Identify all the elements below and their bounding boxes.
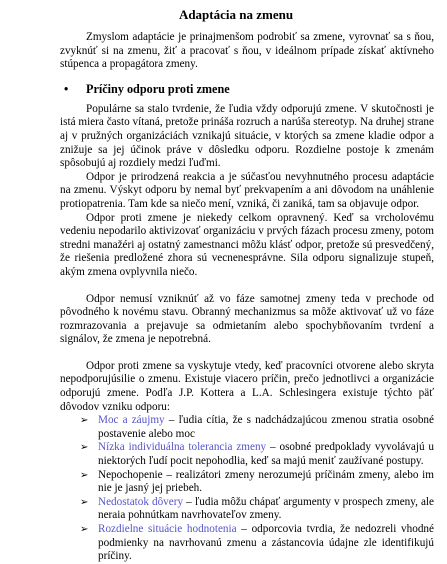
arrow-bullet-icon: ➢ bbox=[80, 496, 89, 508]
body-paragraph: Odpor nemusí vzniknúť až vo fáze samotnej zmeny teda v prechode od pôvodného k novému stavu. Obranný mechanizmus sa môže aktivovať už vo fáze rozmrazovania a prejavuje sa odmietaním alebo spochybňovaním tvrdení a signálov, že zmena je nepotrebná. bbox=[60, 292, 434, 346]
arrow-bullet-icon: ➢ bbox=[80, 442, 89, 454]
body-paragraph: Odpor je prirodzená reakcia a je súčasťou nevyhnutného procesu adaptácie na zmenu. Výskyt odporu by nemal byť prekvapením a ani dôvodom na unáhlenie protiopatrenia. Tam kde sa niečo mení, vzniká, či zaniká, tam sa objavuje odpor. bbox=[60, 170, 434, 210]
list-item bbox=[80, 523, 434, 564]
body-paragraph: Odpor proti zmene sa vyskytuje vtedy, keď pracovníci otvorene alebo skryta nepodporujúsilie o zmenu. Existuje viacero príčin, prečo jednotlivci a organizácie odporujú zmene. Podľa J.P. Kottera a L.A. Schlesingera existuje týchto päť dôvodov vzniku odporu: bbox=[60, 359, 434, 413]
document-title: Adaptácia na zmenu bbox=[178, 7, 294, 22]
reason-term-link[interactable]: Rozdielne situácie hodnotenia bbox=[98, 523, 237, 535]
arrow-bullet-icon: ➢ bbox=[80, 415, 89, 427]
arrow-bullet-icon: ➢ bbox=[80, 469, 89, 481]
section-heading bbox=[60, 82, 434, 97]
body-paragraph: Populárne sa stalo tvrdenie, že ľudia vždy odporujú zmene. V skutočnosti je istá miera často vítaná, pretože prináša rozruch a narúša stereotyp. Na druhej strane aj v pružných organizáciách vznikajú situácie, v ktorých sa zmene kladie odpor a znižuje sa jej účinok práve v dôsledku odporu. Rozdielne postoje k zmenám spôsobujú aj rozdiely medzi ľuďmi. bbox=[60, 102, 434, 170]
intro-paragraph: Zmyslom adaptácie je prinajmenšom podrobiť sa zmene, vyrovnať sa s ňou, zvyknúť si na zmenu, žiť a pracovať s ňou, v ideálnom prípade získať aktívneho stúpenca a propagátora zmeny. bbox=[60, 31, 434, 71]
body-paragraph: Odpor proti zmene je niekedy celkom opravnený. Keď sa vrcholovému vedeniu nepodarilo aktivizovať organizáciu v prvých fázach procesu zmeny, potom stredni manažéri aj ostatný zamestnanci môžu klásť odpor, pretože sú presvedčený, že riešenia predložené zhora sú vecnenesprávne. Sila odporu signalizuje stupeň, akým zmena ovplyvnila niečo. bbox=[60, 211, 434, 278]
list-item bbox=[80, 469, 434, 496]
section-title: Príčiny odporu proti zmene bbox=[86, 81, 230, 96]
bullet-icon: • bbox=[64, 81, 69, 96]
reason-term-link[interactable]: Moc a záujmy bbox=[98, 414, 165, 427]
reason-text: Nepochopenie – realizátori zmeny nerozumejú príčinám zmeny, alebo im nie je jasný jej priebeh. bbox=[98, 468, 434, 495]
reason-term-link[interactable]: Nízka individuálna tolerancia zmeny bbox=[98, 441, 267, 454]
reason-text: – osobné predpoklady vyvolávajú u niektorých ľudí pocit nepohodlia, keď sa majú meniť zaužívané postupy. bbox=[98, 441, 434, 468]
reason-text: – ľudia cítia, že s nadchádzajúcou zmenou stratia osobné postavenie alebo moc bbox=[98, 414, 434, 440]
reason-term-link[interactable]: Nedostatok dôvery bbox=[98, 495, 184, 508]
reason-text: – ľudia môžu chápať argumenty v prospech zmeny, ale neraia pohnútkam navrhovateľov zmeny. bbox=[98, 495, 434, 522]
list-item bbox=[80, 441, 434, 468]
list-item bbox=[80, 414, 434, 441]
arrow-bullet-icon: ➢ bbox=[80, 524, 89, 535]
reasons-list bbox=[80, 414, 434, 564]
list-item bbox=[80, 496, 434, 523]
reason-text: – odporcovia tvrdia, že nedozreli vhodné podmienky na navrhovanú zmenu a zástancovia údajne zle identifikujú príčiny. bbox=[98, 523, 434, 563]
